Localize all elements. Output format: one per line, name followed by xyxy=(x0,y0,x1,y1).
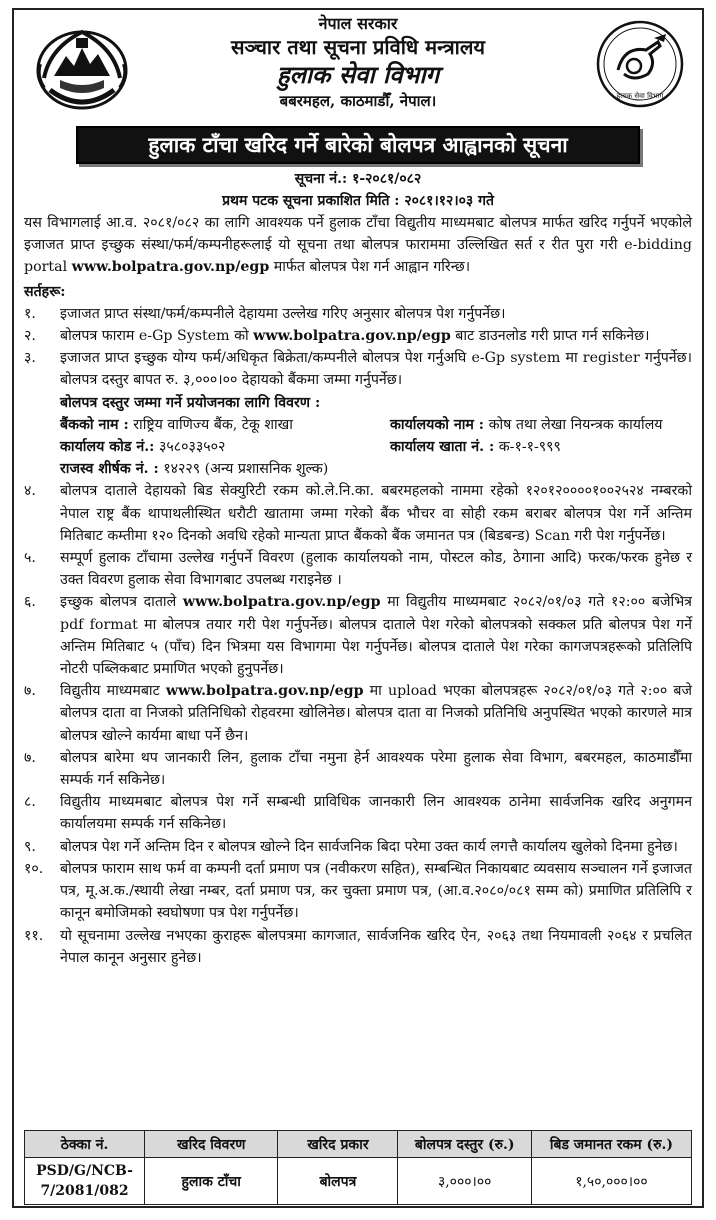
item-number: ७. xyxy=(24,749,36,766)
condition-item-10 xyxy=(24,858,692,925)
condition-item-6 xyxy=(24,591,692,680)
bank-value: राष्ट्रिय वाणिज्य बैंक, टेकू शाखा xyxy=(133,416,293,433)
header-bid-security: बिड जमानत रकम (रु.) xyxy=(531,1131,691,1158)
item-text xyxy=(60,591,692,680)
item-text xyxy=(60,325,692,347)
revenue-label: राजस्व शीर्षक नं. : xyxy=(60,461,159,478)
item-url[interactable]: www.bolpatra.gov.np/egp xyxy=(182,594,381,611)
item-text: बोलपत्र दाताले देहायको बिड सेक्युरिटी रकम को.ले.नि.का. बबरमहलको नाममा रहेको १२०१२००००१००२५२४ नम्बरको नेपाल राष्ट्र बैंक थापाथलीस्थित धरौटी खातामा जम्मा गरेको बैंक भौचर वा सोही रकम बराबर बोलपत्र पेश गर्ने अन्तिम मितिबाट कम्तीमा १२० दिनको अवधि रहेको मान्यता प्राप्त बैंकको बैंक जमानत पत्र (बिडबन्ड) Scan गरी पेश गर्नुपर्नेछ। xyxy=(60,483,692,544)
contract-no-part-a: PSD/G/NCB- xyxy=(36,1163,133,1179)
header-government: नेपाल सरकार xyxy=(318,14,398,33)
description-cell: हुलाक टाँचा xyxy=(145,1158,278,1205)
condition-item-8 xyxy=(24,791,692,835)
postal-horn-logo-icon xyxy=(594,16,686,112)
type-cell: बोलपत्र xyxy=(278,1158,398,1205)
item-number: ७. xyxy=(24,683,36,700)
item-number: ३. xyxy=(24,350,36,367)
condition-item-1 xyxy=(24,303,692,325)
header-department: हुलाक सेवा विभाग xyxy=(276,60,440,89)
table-row xyxy=(25,1158,692,1205)
fee-details-row xyxy=(60,414,692,436)
intro-paragraph xyxy=(24,212,692,279)
notice-number-label: सूचना नं.: xyxy=(294,171,348,187)
fee-details-row xyxy=(60,458,692,480)
item-number: १. xyxy=(24,305,36,322)
item-number: ६. xyxy=(24,594,36,611)
item-text-b: मा upload भएका बोलपत्रहरू २०८२/०१/०३ गते २:०० बजे बोलपत्र दाता वा निजको प्रतिनिधिको रोहवरमा खोलिनेछ। बोलपत्र दाता वा निजको प्रतिनिधि अनुपस्थित भएको कारणले मात्र बोलपत्र खोल्ने कार्यमा बाधा पर्ने छैन। xyxy=(60,683,693,744)
item-url[interactable]: www.bolpatra.gov.np/egp xyxy=(165,683,364,700)
header-contract-no: ठेक्का नं. xyxy=(25,1131,145,1158)
intro-text-a: यस विभागलाई आ.व. २०८१/०८२ का लागि आवश्यक पर्ने हुलाक टाँचा विद्युतीय माध्यमबाट बोलपत्र मार्फत खरिद गर्नुपर्ने भएकोले इजाजत प्राप्त इच्छुक संस्था/फर्म/कम्पनीहरूलाई यो सूचना तथा बोलपत्र फाराममा उल्लिखित सर्त र रीत पुरा गरी e-bidding portal xyxy=(24,215,692,276)
notice-page xyxy=(12,8,704,1208)
publication-date-value: २०८१।१२।०३ गते xyxy=(404,193,494,209)
office-label: कार्यालयको नाम : xyxy=(390,416,485,433)
condition-item-3 xyxy=(24,347,692,391)
item-text xyxy=(60,680,692,747)
notice-number xyxy=(14,168,702,190)
office-code-value: ३५८०३३५०२ xyxy=(158,439,226,456)
contract-no-part-b: 7/2081/082 xyxy=(40,1183,129,1199)
contract-no-cell xyxy=(25,1158,145,1205)
item-text: बोलपत्र पेश गर्ने अन्तिम दिन र बोलपत्र खोल्ने दिन सार्वजनिक बिदा परेमा उक्त कार्य लगत्तै कार्यालय खुलेको दिनमा हुनेछ। xyxy=(60,838,678,855)
item-text: इजाजत प्राप्त संस्था/फर्म/कम्पनीले देहायमा उल्लेख गरिए अनुसार बोलपत्र पेश गर्नुपर्नेछ। xyxy=(60,305,506,322)
fee-cell: ३,०००।०० xyxy=(398,1158,531,1205)
revenue-value: १४२२९ (अन्य प्रशासनिक शुल्क) xyxy=(163,461,329,478)
item-number: २. xyxy=(24,328,36,345)
item-text: इजाजत प्राप्त इच्छुक योग्य फर्म/अधिकृत बिक्रेता/कम्पनीले बोलपत्र पेश गर्नुअघि e-Gp system मा register गर्नुपर्नेछ। बोलपत्र दस्तुर बापत रु. ३,०००।०० देहायको बैंकमा जम्मा गर्नुपर्नेछ। xyxy=(60,350,692,389)
header-ministry: सञ्चार तथा सूचना प्रविधि मन्त्रालय xyxy=(230,35,486,59)
tender-table xyxy=(24,1130,692,1205)
header-fee: बोलपत्र दस्तुर (रु.) xyxy=(398,1131,531,1158)
item-number: ५. xyxy=(24,550,36,567)
bank-label: बैंकको नाम : xyxy=(60,416,129,433)
notice-number-value: १-२०८१/०८२ xyxy=(352,171,422,187)
item-text-b: बाट डाउनलोड गरी प्राप्त गर्न सकिनेछ। xyxy=(455,328,650,345)
item-url[interactable]: www.bolpatra.gov.np/egp xyxy=(253,328,451,345)
publication-date xyxy=(14,190,702,212)
condition-item-4 xyxy=(24,480,692,547)
item-text-a: विद्युतीय माध्यमबाट xyxy=(60,683,160,700)
intro-url[interactable]: www.bolpatra.gov.np/egp xyxy=(71,259,270,276)
condition-item-7 xyxy=(24,680,692,747)
header-description: खरिद विवरण xyxy=(145,1131,278,1158)
item-number: ८. xyxy=(24,794,36,811)
notice-body xyxy=(14,212,702,969)
item-text: विद्युतीय माध्यमबाट बोलपत्र पेश गर्ने सम्बन्धी प्राविधिक जानकारी लिन आवश्यक ठानेमा सार्वजनिक खरिद अनुगमन कार्यालयमा सम्पर्क गर्न सकिनेछ। xyxy=(60,794,692,833)
item-number: १०. xyxy=(24,860,44,877)
item-text: सम्पूर्ण हुलाक टाँचामा उल्लेख गर्नुपर्ने विवरण (हुलाक कार्यालयको नाम, पोस्टल कोड, ठेगाना आदि) फरक/फरक हुनेछ र उक्त विवरण हुलाक सेवा विभागबाट उपलब्ध गराइनेछ । xyxy=(60,550,692,589)
condition-item-5 xyxy=(24,547,692,591)
condition-item-11 xyxy=(24,925,692,969)
condition-item-9 xyxy=(24,836,692,858)
item-text-a: इच्छुक बोलपत्र दाताले xyxy=(60,594,177,611)
item-text: बोलपत्र बारेमा थप जानकारी लिन, हुलाक टाँचा नमुना हेर्न आवश्यक परेमा हुलाक सेवा विभाग, बबरमहल, काठमाडौँमा सम्पर्क गर्न सकिनेछ। xyxy=(60,749,692,789)
table-header-row xyxy=(25,1131,692,1158)
bid-security-cell: १,५०,०००।०० xyxy=(531,1158,691,1205)
account-value: क-१-१-९९९ xyxy=(498,439,561,456)
nepal-emblem-icon xyxy=(30,18,134,112)
intro-text-b: मार्फत बोलपत्र पेश गर्न आह्वान गरिन्छ। xyxy=(273,259,471,276)
item-text: बोलपत्र फाराम साथ फर्म वा कम्पनी दर्ता प्रमाण पत्र (नवीकरण सहित), सम्बन्धित निकायबाट व्यवसाय सञ्चालन गर्ने इजाजत पत्र, मू.अ.क./स्थायी लेखा नम्बर, दर्ता प्रमाण पत्र, कर चुक्ता प्रमाण पत्र, (आ.व.२०८०/०८१ सम्म को) प्रमाणित प्रतिलिपि र कानून बमोजिमको स्वघोषणा पत्र पेश गर्नुपर्नेछ। xyxy=(60,860,692,922)
fee-details-row xyxy=(60,436,692,458)
account-label: कार्यालय खाता नं. : xyxy=(390,439,495,456)
item-text: यो सूचनामा उल्लेख नभएका कुराहरू बोलपत्रमा कागजात, सार्वजनिक खरिद ऐन, २०६३ तथा नियमावली २०६४ र प्रचलित नेपाल कानून अनुसार हुनेछ। xyxy=(60,927,692,966)
condition-item-7b xyxy=(24,747,692,791)
conditions-title: सर्तहरू: xyxy=(24,283,66,300)
office-code-label: कार्यालय कोड नं.: xyxy=(60,439,155,456)
notice-banner: हुलाक टाँचा खरिद गर्ने बारेको बोलपत्र आह्वानको सूचना xyxy=(76,126,640,164)
fee-details-title: बोलपत्र दस्तुर जम्मा गर्ने प्रयोजनका लागि विवरण : xyxy=(60,394,321,411)
condition-item-2 xyxy=(24,325,692,347)
letterhead xyxy=(14,10,702,120)
office-value: कोष तथा लेखा नियन्त्रक कार्यालय xyxy=(488,416,663,433)
item-number: ११. xyxy=(24,927,44,944)
item-number: ४. xyxy=(24,483,36,500)
header-address: बबरमहल, काठमाडौँ, नेपाल। xyxy=(279,92,437,110)
item-text-b: मा विद्युतीय माध्यमबाट २०८२/०१/०३ गते १२:०० बजेभित्र pdf format मा बोलपत्र तयार गरी पेश गर्नुपर्नेछ। बोलपत्र दाताले पेश गरेको बोलपत्रको सक्कल प्रति बोलपत्र पेश गर्ने अन्तिम मितिबाट ५ (पाँच) दिन भित्रमा यस विभागमा पेश गर्नुपर्नेछ। बोलपत्र दाताले पेश गरेका कागजपत्रहरूको प्रतिलिपि नोटरी पब्लिकबाट प्रमाणित भएको हुनुपर्नेछ। xyxy=(60,594,692,678)
publication-date-label: प्रथम पटक सूचना प्रकाशित मिति : xyxy=(222,193,400,209)
header-type: खरिद प्रकार xyxy=(278,1131,398,1158)
item-number: ९. xyxy=(24,838,36,855)
item-text-a: बोलपत्र फाराम e-Gp System को xyxy=(60,328,249,345)
fee-details xyxy=(24,414,692,481)
logo-text: हुलाक सेवा विभाग xyxy=(616,92,664,100)
